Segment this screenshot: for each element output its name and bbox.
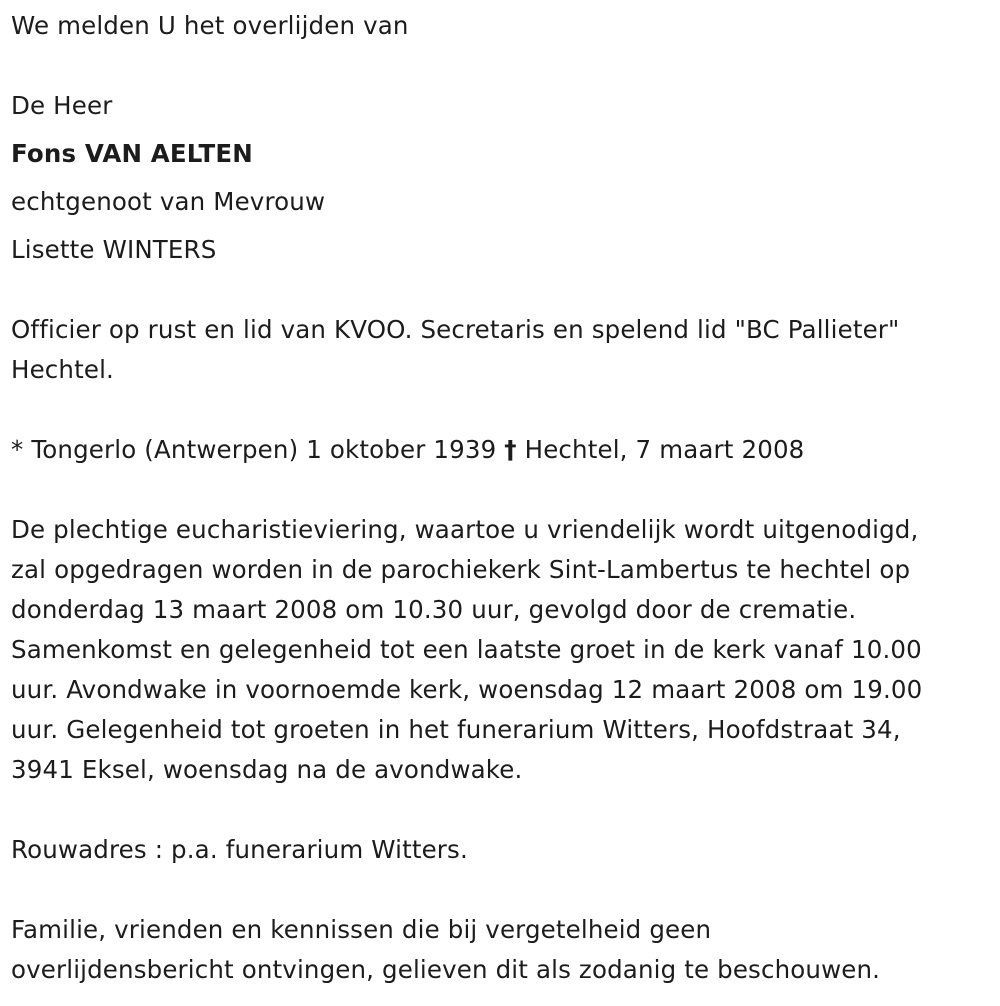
line-gap <box>11 174 991 182</box>
spouse-line-1: echtgenoot van Mevrouw <box>11 187 326 216</box>
line-gap <box>11 126 991 134</box>
honorific: De Heer <box>11 91 113 120</box>
bio-line-1: Officier op rust en lid van KVOO. Secretaris en spelend lid "BC Pallieter" <box>11 315 900 344</box>
ceremony-paragraph <box>11 510 991 790</box>
closing-line-1: Familie, vrienden en kennissen die bij vergetelheid geen <box>11 915 712 944</box>
intro-text: We melden U het overlijden van <box>11 11 409 40</box>
deceased-name: Fons VAN AELTEN <box>11 139 253 168</box>
ceremony-line: donderdag 13 maart 2008 om 10.30 uur, gevolgd door de crematie. <box>11 595 857 624</box>
spouse-line-2: Lisette WINTERS <box>11 235 217 264</box>
ceremony-line: uur. Avondwake in voornoemde kerk, woensdag 12 maart 2008 om 19.00 <box>11 675 923 704</box>
blank-line <box>11 270 991 310</box>
bio-line-2: Hechtel. <box>11 355 114 384</box>
death-info: Hechtel, 7 maart 2008 <box>524 435 805 464</box>
ceremony-line: 3941 Eksel, woensdag na de avondwake. <box>11 755 523 784</box>
obituary-document <box>11 0 991 990</box>
mourning-address: Rouwadres : p.a. funerarium Witters. <box>11 835 468 864</box>
ceremony-line: zal opgedragen worden in de parochiekerk Sint-Lambertus te hechtel op <box>11 555 911 584</box>
cross-icon: † <box>504 435 517 464</box>
ceremony-line: Samenkomst en gelegenheid tot een laatste groet in de kerk vanaf 10.00 <box>11 635 922 664</box>
blank-line <box>11 870 991 910</box>
blank-line <box>11 46 991 86</box>
line-gap <box>11 222 991 230</box>
blank-line <box>11 790 991 830</box>
birth-info: * Tongerlo (Antwerpen) 1 oktober 1939 <box>11 435 497 464</box>
life-dates <box>11 430 991 470</box>
blank-line <box>11 470 991 510</box>
closing-line-2: overlijdensbericht ontvingen, gelieven dit als zodanig te beschouwen. <box>11 955 881 984</box>
blank-line <box>11 390 991 430</box>
ceremony-line: uur. Gelegenheid tot groeten in het funerarium Witters, Hoofdstraat 34, <box>11 715 901 744</box>
ceremony-line: De plechtige eucharistieviering, waartoe u vriendelijk wordt uitgenodigd, <box>11 515 919 544</box>
